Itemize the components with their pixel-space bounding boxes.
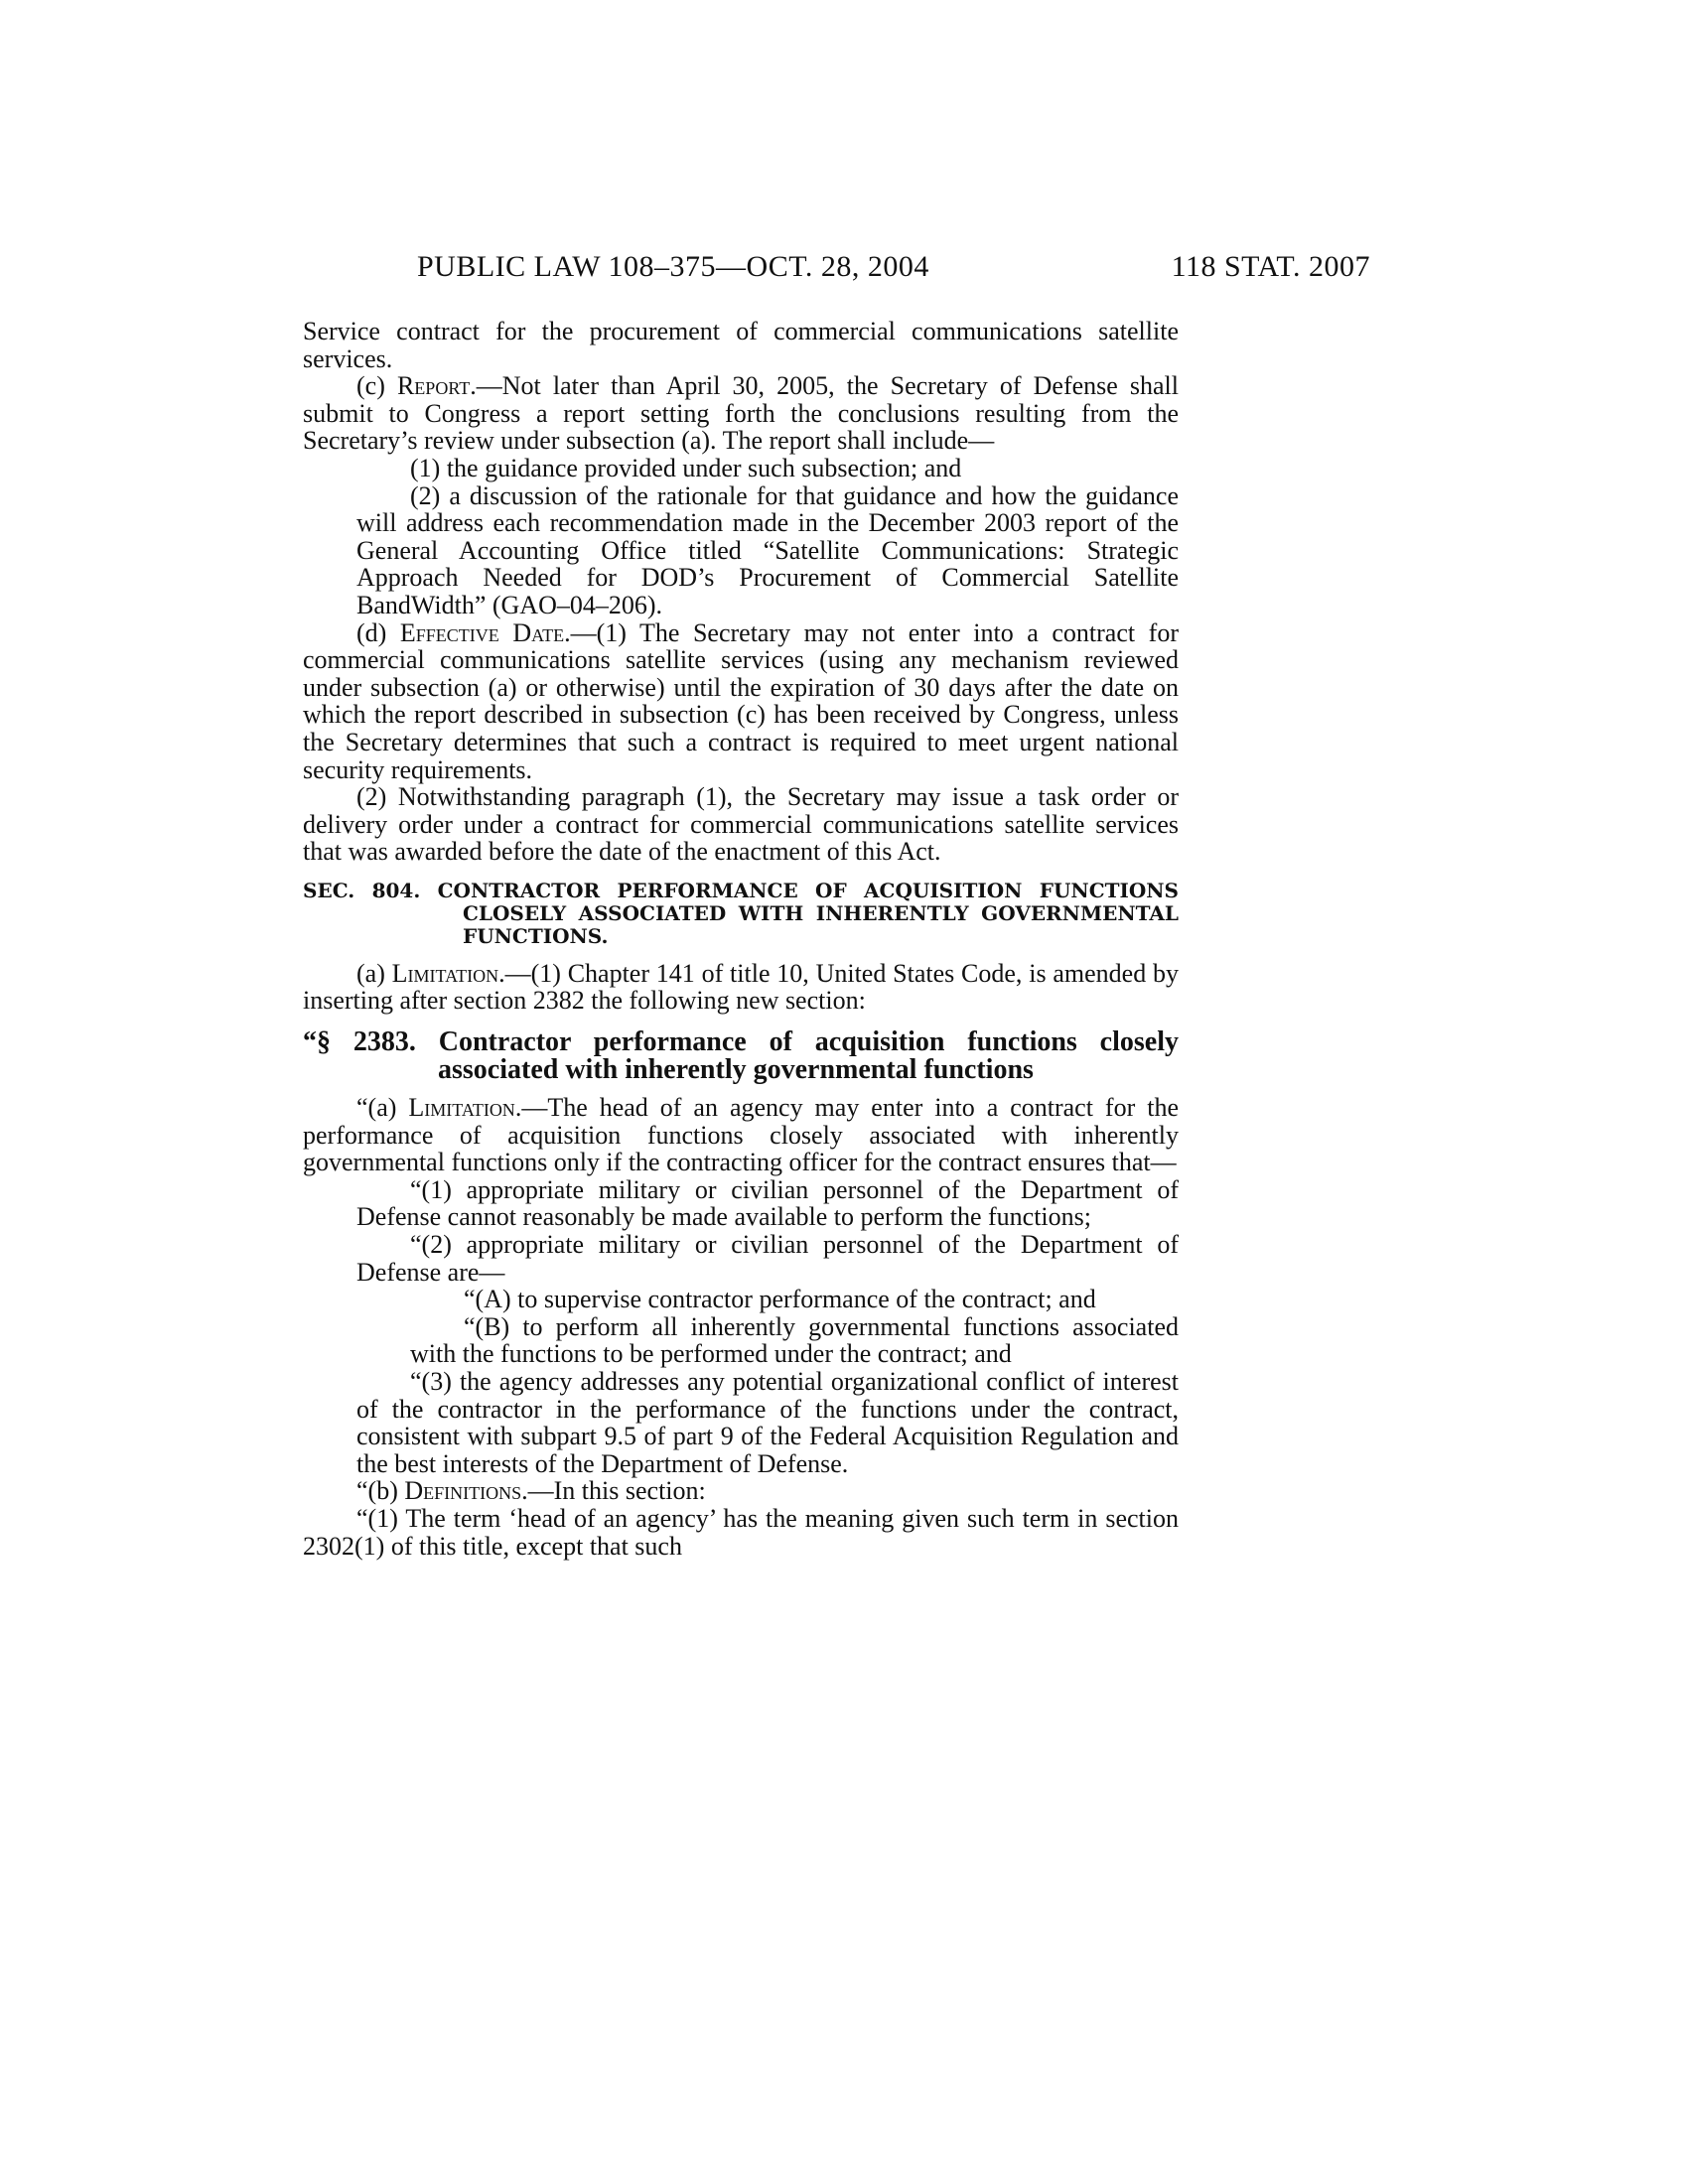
quoted-definition-1: “(1) The term ‘head of an agency’ has the meaning given such term in section 2302(1) of this title, except that such — [303, 1503, 1179, 1561]
subsection-heading: Definitions — [404, 1476, 522, 1506]
quoted-subsection-b: “(b) Definitions.—In this section: — [356, 1476, 706, 1506]
paragraph-d2: (2) Notwithstanding paragraph (1), the Secretary may issue a task order or delivery order under a contract for commercial communications satellite services that was awarded before the date of the enactment of this Act. — [303, 782, 1179, 867]
page-body — [303, 318, 1179, 1560]
paragraph-c2: (2) a discussion of the rationale for that guidance and how the guidance will address each recommendation made in the December 2003 report of the General Accounting Office titled “Satellite Communications: Strategic Approach Needed for DOD’s Procurement of Commercial Satellite BandWidth” (GAO–04–206). — [356, 480, 1179, 619]
paragraph-continuation: Service contract for the procurement of commercial communications satellite services. — [303, 317, 1179, 373]
subsection-heading: Limitation — [391, 958, 499, 988]
running-head: PUBLIC LAW 108–375—OCT. 28, 2004 — [417, 250, 929, 283]
stat-page-number: 118 STAT. 2007 — [1171, 250, 1370, 283]
subsection-heading: Effective Date — [399, 617, 565, 647]
subsection-c: (c) Report.—Not later than April 30, 2005, the Secretary of Defense shall submit to Congress a report setting forth the conclusions resulting from the Secretary’s review under subsection (a). The report shall include— — [303, 371, 1180, 456]
quoted-paragraph-3: “(3) the agency addresses any potential organizational conflict of interest of the contractor in the performance of the functions under the contract, consistent with subpart 9.5 of part 9 of the Federal Acquisition Regulation and the best interests of the Department of Defense. — [356, 1367, 1179, 1478]
quoted-subparagraph-A: “(A) to supervise contractor performance of the contract; and — [464, 1285, 1096, 1314]
page-header — [417, 250, 1370, 290]
subsection-heading: Report — [396, 371, 471, 401]
subsection-a: (a) Limitation.—(1) Chapter 141 of title 10, United States Code, is amended by inserting after section 2382 the following new section: — [303, 958, 1179, 1016]
quoted-subsection-a: “(a) Limitation.—The head of an agency may enter into a contract for the performance of acquisition functions closely associated with inherently governmental functions only if the contracting officer for the contract ensures that— — [303, 1093, 1179, 1177]
subsection-d: (d) Effective Date.—(1) The Secretary may not enter into a contract for commercial communications satellite services (using any mechanism reviewed under subsection (a) or otherwise) until the expiration of 30 days after the date on which the report described in subsection (c) has been received by Congress, unless the Secretary determines that such a contract is required to meet urgent national security requirements. — [303, 617, 1179, 784]
section-heading: SEC. 804. CONTRACTOR PERFORMANCE OF ACQUISITION FUNCTIONS CLOSELY ASSOCIATED WITH INHERENTLY GOVERNMENTAL FUNCTIONS. — [303, 878, 1179, 948]
quoted-paragraph-2: “(2) appropriate military or civilian personnel of the Department of Defense are— — [356, 1230, 1179, 1287]
paragraph-c1: (1) the guidance provided under such subsection; and — [410, 453, 962, 482]
quoted-subparagraph-B: “(B) to perform all inherently governmental functions associated with the functions to be performed under the contract; and — [410, 1311, 1179, 1369]
subsection-heading: Limitation — [408, 1093, 515, 1123]
quoted-paragraph-1: “(1) appropriate military or civilian personnel of the Department of Defense cannot reasonably be made available to perform the functions; — [356, 1174, 1179, 1232]
code-section-heading: “§ 2383. Contractor performance of acquisition functions closely associated with inherently governmental functions — [303, 1026, 1179, 1086]
